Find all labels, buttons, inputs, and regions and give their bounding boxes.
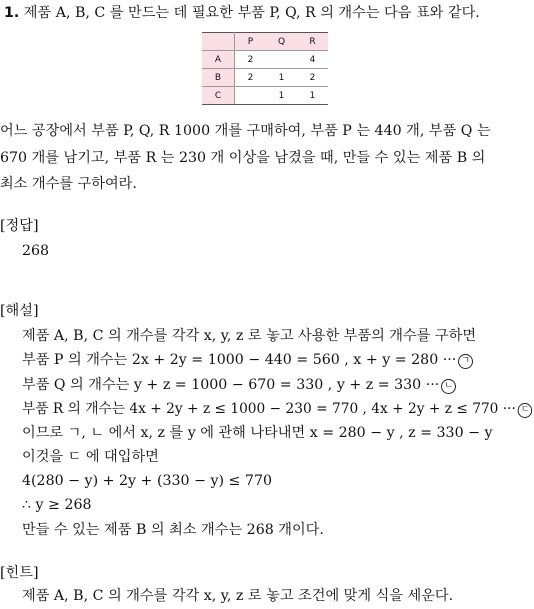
solution-line-text: 부품 P 의 개수는 2x + 2y = 1000 − 440 = 560 , x + y = 280 ···	[22, 352, 457, 368]
table-cell	[235, 87, 267, 105]
solution-line-text: 부품 Q 의 개수는 y + z = 1000 − 670 = 330 , y + z = 330 ···	[22, 377, 440, 393]
solution-line: 4(280 − y) + 2y + (330 − y) ≤ 770	[22, 473, 273, 489]
solution-line-text: 부품 R 의 개수는 4x + 2y + z ≤ 1000 − 230 = 770 , 4x + 2y + z ≤ 770 ···	[22, 401, 516, 417]
table-header-cell	[202, 33, 235, 51]
table-row-header: B	[202, 69, 235, 87]
table-row-header: A	[202, 51, 235, 69]
parts-table	[202, 32, 328, 105]
solution-line	[22, 396, 532, 422]
table-row	[202, 51, 328, 69]
table-cell: 1	[297, 87, 328, 105]
table-cell: 2	[235, 51, 267, 69]
table-header-cell: P	[235, 33, 267, 51]
answer-value: 268	[22, 243, 50, 259]
solution-line: 제품 A, B, C 의 개수를 각각 x, y, z 로 놓고 사용한 부품의 개수를 구하면	[22, 328, 477, 344]
table-header-row	[202, 33, 328, 51]
question-line	[4, 0, 480, 26]
question-paragraph-line: 어느 공장에서 부품 P, Q, R 1000 개를 구매하여, 부품 P 는 440 개, 부품 Q 는	[0, 123, 491, 139]
circled-mark: ㄱ	[458, 354, 473, 369]
circled-mark: ㄴ	[441, 379, 456, 394]
table-header-cell: R	[297, 33, 328, 51]
table-cell: 4	[297, 51, 328, 69]
question-paragraph-line: 최소 개수를 구하여라.	[0, 176, 137, 192]
table-cell: 2	[235, 69, 267, 87]
solution-line: ∴ y ≥ 268	[22, 497, 92, 513]
table-cell	[266, 51, 297, 69]
answer-label: [정답]	[0, 218, 39, 234]
table-row	[202, 69, 328, 87]
solution-line: 이므로 ㄱ, ㄴ 에서 x, z 를 y 에 관해 나타내면 x = 280 − y , z = 330 − y	[22, 425, 493, 441]
table-cell: 1	[266, 69, 297, 87]
question-number: 1.	[4, 5, 20, 21]
solution-line	[22, 372, 456, 398]
solution-line: 만들 수 있는 제품 B 의 최소 개수는 268 개이다.	[22, 522, 324, 538]
table-cell: 1	[266, 87, 297, 105]
table-row	[202, 87, 328, 105]
table-row-header: C	[202, 87, 235, 105]
solution-line	[22, 347, 473, 373]
solution-label: [해설]	[0, 303, 39, 319]
table-cell: 2	[297, 69, 328, 87]
hint-text: 제품 A, B, C 의 개수를 각각 x, y, z 로 놓고 조건에 맞게 식을 세운다.	[22, 588, 454, 604]
circled-mark: ㄷ	[518, 403, 533, 418]
question-text: 제품 A, B, C 를 만드는 데 필요한 부품 P, Q, R 의 개수는 다음 표와 같다.	[23, 5, 480, 21]
hint-label: [힌트]	[0, 565, 39, 581]
table-header-cell: Q	[266, 33, 297, 51]
question-paragraph-line: 670 개를 남기고, 부품 R 는 230 개 이상을 남겼을 때, 만들 수 있는 제품 B 의	[0, 150, 486, 166]
solution-line: 이것을 ㄷ 에 대입하면	[22, 449, 159, 465]
